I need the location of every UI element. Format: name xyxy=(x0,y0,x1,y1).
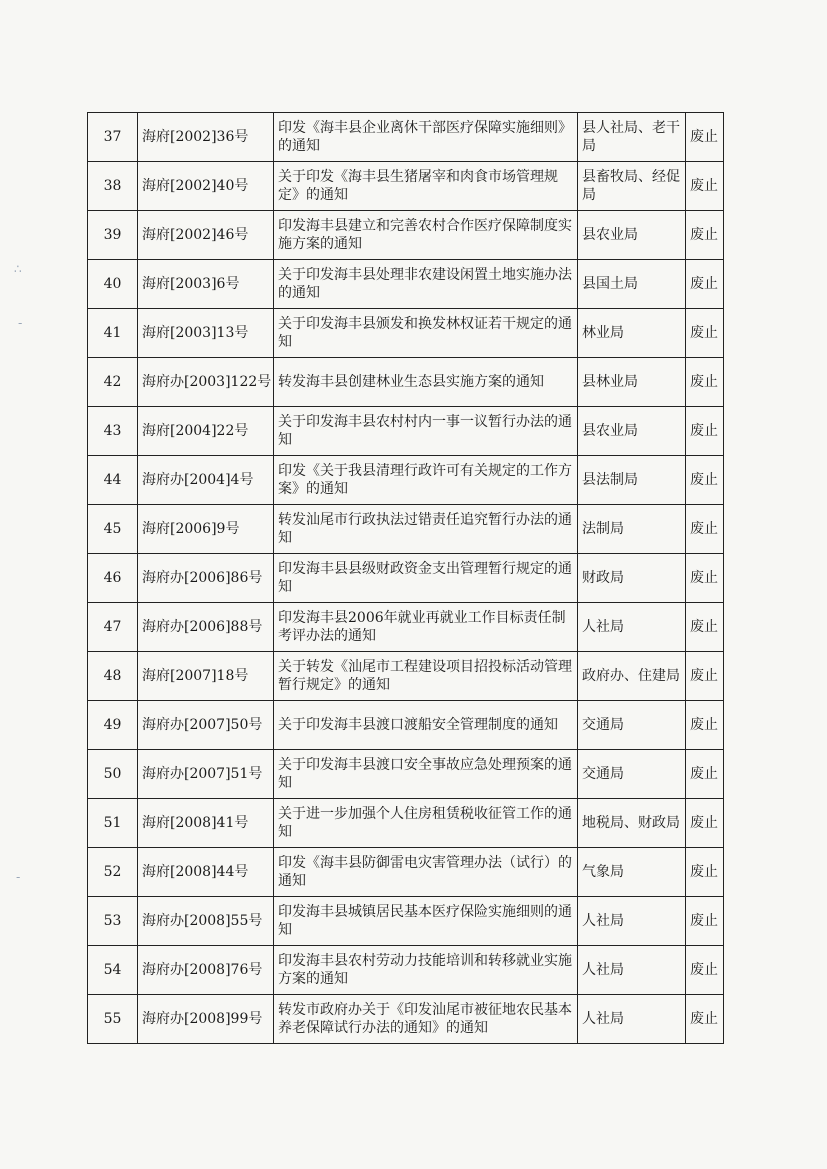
row-number: 42 xyxy=(88,358,138,407)
table-row xyxy=(88,995,724,1044)
status-cell: 废止 xyxy=(686,407,724,456)
document-title: 转发市政府办关于《印发汕尾市被征地农民基本养老保障试行办法的通知》的通知 xyxy=(274,995,578,1044)
row-number: 51 xyxy=(88,799,138,848)
row-number: 45 xyxy=(88,505,138,554)
document-number: 海府办[2007]51号 xyxy=(138,750,274,799)
responsible-department: 人社局 xyxy=(578,897,686,946)
table-row xyxy=(88,260,724,309)
scan-mark: - xyxy=(18,316,23,330)
row-number: 43 xyxy=(88,407,138,456)
document-title: 转发海丰县创建林业生态县实施方案的通知 xyxy=(274,358,578,407)
responsible-department: 气象局 xyxy=(578,848,686,897)
document-title: 关于进一步加强个人住房租赁税收征管工作的通知 xyxy=(274,799,578,848)
table-row xyxy=(88,750,724,799)
responsible-department: 交通局 xyxy=(578,750,686,799)
status-cell: 废止 xyxy=(686,799,724,848)
document-number: 海府办[2007]50号 xyxy=(138,701,274,750)
document-number: 海府办[2008]76号 xyxy=(138,946,274,995)
table-body xyxy=(88,113,724,1044)
row-number: 47 xyxy=(88,603,138,652)
document-title: 转发汕尾市行政执法过错责任追究暂行办法的通知 xyxy=(274,505,578,554)
status-cell: 废止 xyxy=(686,554,724,603)
row-number: 44 xyxy=(88,456,138,505)
row-number: 37 xyxy=(88,113,138,162)
table-row xyxy=(88,603,724,652)
document-title: 印发海丰县建立和完善农村合作医疗保障制度实施方案的通知 xyxy=(274,211,578,260)
row-number: 50 xyxy=(88,750,138,799)
scan-mark: ∴ xyxy=(14,262,22,276)
document-number: 海府[2007]18号 xyxy=(138,652,274,701)
document-title: 印发海丰县城镇居民基本医疗保险实施细则的通知 xyxy=(274,897,578,946)
table-row xyxy=(88,407,724,456)
responsible-department: 人社局 xyxy=(578,946,686,995)
document-title: 关于印发海丰县渡口安全事故应急处理预案的通知 xyxy=(274,750,578,799)
responsible-department: 林业局 xyxy=(578,309,686,358)
status-cell: 废止 xyxy=(686,995,724,1044)
document-number: 海府[2002]46号 xyxy=(138,211,274,260)
document-number: 海府[2008]41号 xyxy=(138,799,274,848)
table-row xyxy=(88,701,724,750)
status-cell: 废止 xyxy=(686,211,724,260)
document-title: 印发《海丰县企业离休干部医疗保障实施细则》的通知 xyxy=(274,113,578,162)
row-number: 49 xyxy=(88,701,138,750)
row-number: 53 xyxy=(88,897,138,946)
table-row xyxy=(88,211,724,260)
responsible-department: 县农业局 xyxy=(578,211,686,260)
table-row xyxy=(88,309,724,358)
scan-mark: - xyxy=(16,870,21,884)
status-cell: 废止 xyxy=(686,750,724,799)
document-number: 海府[2002]36号 xyxy=(138,113,274,162)
responsible-department: 交通局 xyxy=(578,701,686,750)
document-number: 海府办[2003]122号 xyxy=(138,358,274,407)
document-title: 关于印发海丰县处理非农建设闲置土地实施办法的通知 xyxy=(274,260,578,309)
responsible-department: 财政局 xyxy=(578,554,686,603)
document-title: 印发《关于我县清理行政许可有关规定的工作方案》的通知 xyxy=(274,456,578,505)
document-title: 关于印发海丰县颁发和换发林权证若干规定的通知 xyxy=(274,309,578,358)
responsible-department: 县国土局 xyxy=(578,260,686,309)
responsible-department: 县农业局 xyxy=(578,407,686,456)
responsible-department: 人社局 xyxy=(578,995,686,1044)
table-row xyxy=(88,456,724,505)
table-row xyxy=(88,652,724,701)
row-number: 54 xyxy=(88,946,138,995)
status-cell: 废止 xyxy=(686,946,724,995)
row-number: 39 xyxy=(88,211,138,260)
responsible-department: 法制局 xyxy=(578,505,686,554)
document-title: 印发海丰县农村劳动力技能培训和转移就业实施方案的通知 xyxy=(274,946,578,995)
document-title: 印发《海丰县防御雷电灾害管理办法（试行）的通知 xyxy=(274,848,578,897)
status-cell: 废止 xyxy=(686,162,724,211)
row-number: 38 xyxy=(88,162,138,211)
row-number: 41 xyxy=(88,309,138,358)
row-number: 46 xyxy=(88,554,138,603)
responsible-department: 县林业局 xyxy=(578,358,686,407)
row-number: 40 xyxy=(88,260,138,309)
status-cell: 废止 xyxy=(686,505,724,554)
document-number: 海府[2004]22号 xyxy=(138,407,274,456)
document-title: 关于印发《海丰县生猪屠宰和肉食市场管理规定》的通知 xyxy=(274,162,578,211)
table-row xyxy=(88,848,724,897)
status-cell: 废止 xyxy=(686,113,724,162)
row-number: 48 xyxy=(88,652,138,701)
document-title: 关于转发《汕尾市工程建设项目招投标活动管理暂行规定》的通知 xyxy=(274,652,578,701)
document-title: 关于印发海丰县农村村内一事一议暂行办法的通知 xyxy=(274,407,578,456)
status-cell: 废止 xyxy=(686,603,724,652)
document-number: 海府办[2004]4号 xyxy=(138,456,274,505)
status-cell: 废止 xyxy=(686,701,724,750)
regulation-table xyxy=(87,112,724,1044)
table-row xyxy=(88,358,724,407)
status-cell: 废止 xyxy=(686,652,724,701)
status-cell: 废止 xyxy=(686,309,724,358)
responsible-department: 人社局 xyxy=(578,603,686,652)
document-number: 海府办[2006]88号 xyxy=(138,603,274,652)
table-row xyxy=(88,799,724,848)
document-title: 印发海丰县县级财政资金支出管理暂行规定的通知 xyxy=(274,554,578,603)
document-number: 海府办[2008]99号 xyxy=(138,995,274,1044)
responsible-department: 县人社局、老干局 xyxy=(578,113,686,162)
document-number: 海府[2006]9号 xyxy=(138,505,274,554)
responsible-department: 县畜牧局、经促局 xyxy=(578,162,686,211)
document-number: 海府[2008]44号 xyxy=(138,848,274,897)
document-title: 关于印发海丰县渡口渡船安全管理制度的通知 xyxy=(274,701,578,750)
document-number: 海府[2002]40号 xyxy=(138,162,274,211)
table-row xyxy=(88,162,724,211)
document-number: 海府办[2006]86号 xyxy=(138,554,274,603)
status-cell: 废止 xyxy=(686,897,724,946)
table-row xyxy=(88,505,724,554)
table-row xyxy=(88,554,724,603)
table-row xyxy=(88,113,724,162)
row-number: 52 xyxy=(88,848,138,897)
status-cell: 废止 xyxy=(686,260,724,309)
document-number: 海府办[2008]55号 xyxy=(138,897,274,946)
document-title: 印发海丰县2006年就业再就业工作目标责任制考评办法的通知 xyxy=(274,603,578,652)
row-number: 55 xyxy=(88,995,138,1044)
status-cell: 废止 xyxy=(686,848,724,897)
table-row xyxy=(88,946,724,995)
responsible-department: 县法制局 xyxy=(578,456,686,505)
responsible-department: 政府办、住建局 xyxy=(578,652,686,701)
document-number: 海府[2003]6号 xyxy=(138,260,274,309)
responsible-department: 地税局、财政局 xyxy=(578,799,686,848)
status-cell: 废止 xyxy=(686,456,724,505)
table-row xyxy=(88,897,724,946)
status-cell: 废止 xyxy=(686,358,724,407)
document-number: 海府[2003]13号 xyxy=(138,309,274,358)
